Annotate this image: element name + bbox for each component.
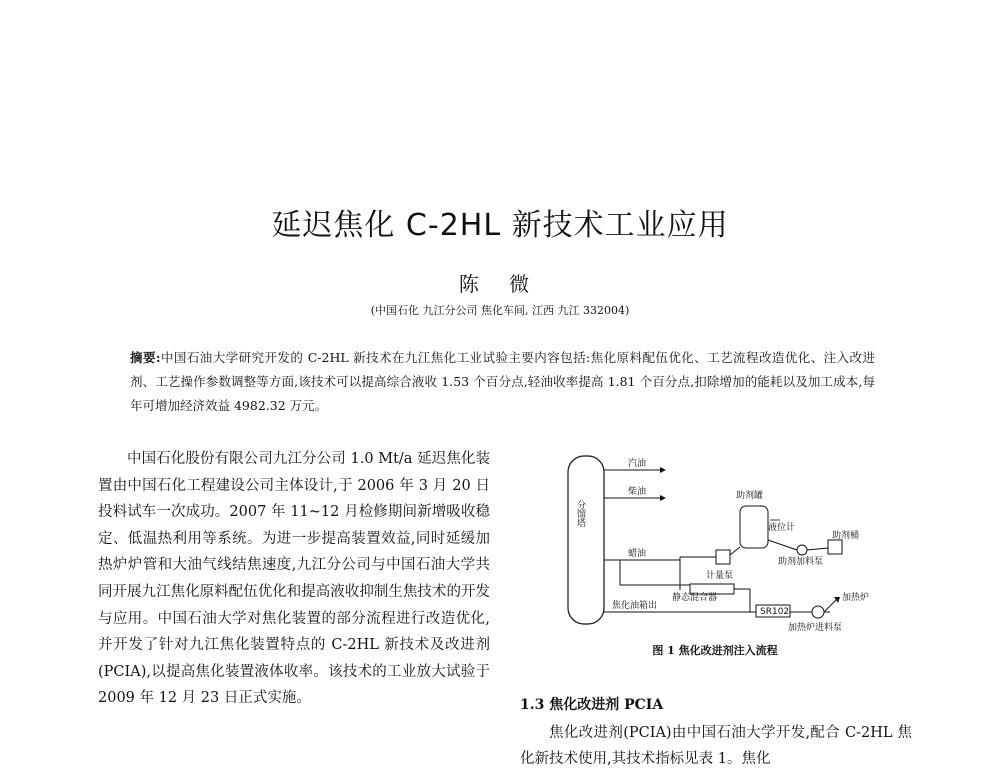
metering-pump (716, 550, 730, 564)
body-right-column (520, 720, 912, 772)
diesel-label: 柴油 (628, 487, 647, 497)
sr102-label: SR102 (760, 607, 790, 617)
level-gauge-label: 液位计 (768, 523, 796, 533)
metering-pump-label: 计量泵 (706, 571, 734, 581)
additive-tank-label: 助剂罐 (736, 491, 764, 501)
tower-label: 分馏塔 (575, 500, 585, 527)
additive-drum (828, 540, 842, 554)
author: 陈 微 (458, 272, 542, 296)
section-paragraph: 焦化改进剂(PCIA)由中国石油大学开发,配合 C-2HL 焦化新技术使用,其技术指标见表 1。焦化 (520, 725, 912, 767)
intro-paragraph: 中国石化股份有限公司九江分公司 1.0 Mt/a 延迟焦化装置由中国石化工程建设公司主体设计,于 2006 年 3 月 20 日投料试车一次成功。2007 年 11~12 月检修期间新增吸收稳定、低温热利用等系统。为进一步提高装置效益,同时延缓加热炉炉管和大油气线结焦速度,九江分公司与中国石油大学共同开展九江焦化原料配伍优化和提高液收抑制生焦技术的开发与应用。中国石油大学对焦化装置的部分流程进行改造优化,并开发了针对九江焦化装置特点的 C-2HL 新技术及改进剂(PCIA),以提高焦化装置液体收率。该技术的工业放大试验于 2009 年 12 月 23 日正式实施。 (98, 451, 490, 707)
abstract-text: 中国石油大学研究开发的 C-2HL 新技术在九江焦化工业试验主要内容包括:焦化原料配伍优化、工艺流程改造优化、注入改进剂、工艺操作参数调整等方面,该技术可以提高综合液收 1.53 个百分点,轻油收率提高 1.81 个百分点,扣除增加的能耗以及加工成本,每年可增加经济效益 4982.32 万元。 (130, 350, 875, 413)
figure-caption: 图 1 焦化改进剂注入流程 (652, 644, 778, 657)
furnace-feed-pump (812, 606, 824, 618)
additive-feed-pump (797, 545, 807, 555)
affiliation: (中国石化 九江分公司 焦化车间, 江西 九江 332004) (370, 304, 630, 317)
additive-feed-pump-label: 助剂加料泵 (778, 557, 824, 567)
additive-tank (740, 506, 768, 548)
body-left-column (98, 446, 490, 712)
abstract-label: 摘要: (130, 350, 161, 365)
static-mixer-label: 静态混合器 (672, 593, 718, 603)
additive-drum-label: 助剂桶 (832, 531, 860, 541)
paper-title: 延迟焦化 C-2HL 新技术工业应用 (271, 208, 729, 243)
section-heading: 1.3 焦化改进剂 PCIA (520, 697, 664, 713)
process-flow-diagram (540, 450, 890, 635)
wax-oil-label: 蜡油 (628, 549, 647, 559)
coker-outlet-label: 焦化油箱出 (612, 601, 658, 611)
furnace-label: 加热炉 (842, 593, 870, 603)
abstract (130, 346, 875, 418)
furnace-feed-pump-label: 加热炉进料泵 (788, 623, 843, 633)
fractionator-tower (568, 456, 604, 624)
gasoline-label: 汽油 (628, 459, 647, 469)
